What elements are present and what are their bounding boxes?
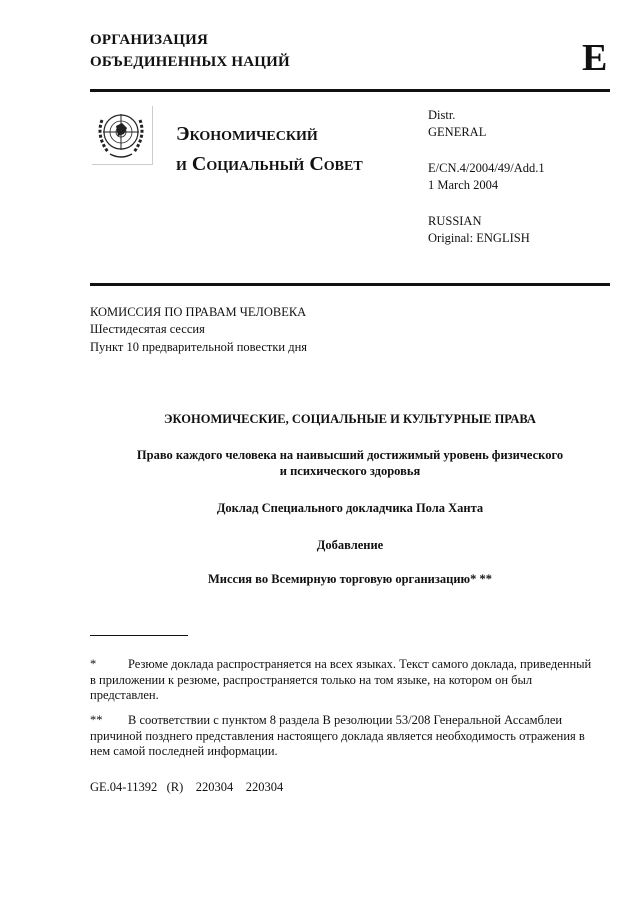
commission-name: КОМИССИЯ ПО ПРАВАМ ЧЕЛОВЕКА <box>90 305 307 319</box>
session-name: Шестидесятая сессия <box>90 322 205 336</box>
document-symbol: E/CN.4/2004/49/Add.1 <box>428 161 545 175</box>
heading-report: Доклад Специального докладчика Пола Ханта <box>216 501 484 515</box>
heading-right-line1: Право каждого человека на наивысший достижимый уровень физического <box>136 448 564 462</box>
original-language: Original: ENGLISH <box>428 231 530 245</box>
heading-mission: Миссия во Всемирную торговую организацию* ** <box>208 572 492 586</box>
org-name-line1: ОРГАНИЗАЦИЯ <box>90 32 209 48</box>
agenda-item: Пункт 10 предварительной повестки дня <box>90 340 308 354</box>
footnote-rule <box>90 635 188 636</box>
footnote-text: Резюме доклада распространяется на всех языках. Текст самого доклада, приведенный в приложении к резюме, распространяется только на том языке, на котором он был представлен. <box>90 657 592 702</box>
footnote-1 <box>90 657 600 704</box>
un-emblem-icon <box>92 106 153 165</box>
footnote-mark: ** <box>90 713 103 727</box>
meta-rule <box>90 283 610 286</box>
document-language: RUSSIAN <box>428 214 482 228</box>
job-number: GE.04-11392 (R) 220304 220304 <box>90 780 284 794</box>
council-title-line1: Экономический <box>176 123 318 145</box>
footnote-text: В соответствии с пунктом 8 раздела B резолюции 53/208 Генеральной Ассамблеи причиной позднего представления настоящего доклада является необходимость отражения в нем самой последней информации. <box>90 713 585 758</box>
distr-label: Distr. <box>428 108 456 122</box>
council-title-line2: и Социальный Совет <box>176 153 363 175</box>
heading-right-line2: и психического здоровья <box>279 464 421 478</box>
heading-rights: ЭКОНОМИЧЕСКИЕ, СОЦИАЛЬНЫЕ И КУЛЬТУРНЫЕ ПРАВА <box>164 412 536 426</box>
distribution: GENERAL <box>428 125 487 139</box>
header-rule <box>90 89 610 92</box>
heading-addendum: Добавление <box>316 538 384 552</box>
document-date: 1 March 2004 <box>428 178 499 192</box>
footnote-mark: * <box>90 657 97 671</box>
language-letter: E <box>582 37 608 79</box>
footnote-2 <box>90 713 600 760</box>
org-name-line2: ОБЪЕДИНЕННЫХ НАЦИЙ <box>90 54 290 70</box>
